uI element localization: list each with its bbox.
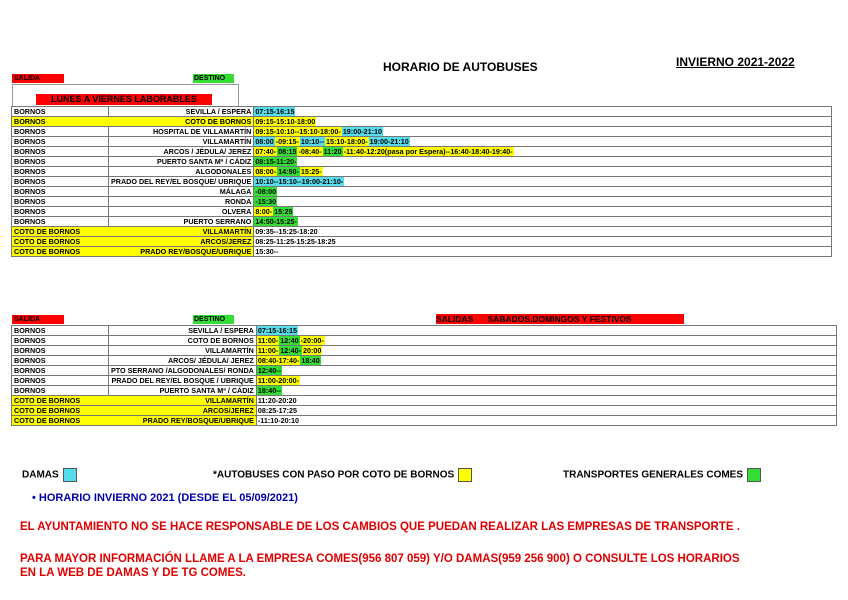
time-segment: 08:25-11:25-15:25-18:25: [255, 237, 336, 246]
time-segment: 15:25: [274, 207, 293, 216]
page-title: HORARIO DE AUTOBUSES: [383, 60, 538, 74]
times-cell: [254, 137, 832, 147]
origin-text: BORNOS: [14, 207, 46, 216]
weekday-row: [12, 127, 832, 137]
origin-text: BORNOS: [14, 336, 46, 345]
origin-cell: [12, 406, 109, 416]
destination-text: ALGODONALES: [195, 167, 252, 176]
destination-text: VILLAMARTÍN: [205, 346, 254, 355]
time-segment: 12:40: [280, 336, 299, 345]
weekday-row: [12, 247, 832, 257]
weekend-row: [12, 336, 837, 346]
times-cell: [254, 197, 832, 207]
origin-cell: [12, 247, 109, 257]
destination-cell: [109, 356, 257, 366]
weekday-row: [12, 167, 832, 177]
times-cell: [254, 237, 832, 247]
destination-text: PRADO DEL REY/EL BOSQUE/ UBRIQUE: [111, 177, 252, 186]
origin-text: COTO DE BORNOS: [14, 406, 81, 415]
time-segment: 08:15-11:20-: [255, 157, 297, 166]
weekday-row: [12, 147, 832, 157]
times-cell: [254, 187, 832, 197]
time-segment: 8:00-: [255, 207, 273, 216]
weekend-row: [12, 346, 837, 356]
legend-comes-swatch: [747, 468, 761, 482]
origin-cell: [12, 356, 109, 366]
destination-cell: [109, 127, 254, 137]
time-segment: 08:25-17:25: [257, 406, 297, 415]
origin-text: BORNOS: [14, 217, 46, 226]
times-cell: [256, 346, 836, 356]
origin-text: COTO DE BORNOS: [14, 247, 81, 256]
destination-cell: [109, 107, 254, 117]
time-segment: 07:15-16:15: [255, 107, 295, 116]
destination-cell: [109, 326, 257, 336]
time-segment: 11:00-20:00-: [257, 376, 299, 385]
origin-text: COTO DE BORNOS: [14, 396, 81, 405]
time-segment: 08:00-: [255, 167, 277, 176]
origin-cell: [12, 167, 109, 177]
origin-cell: [12, 346, 109, 356]
weekend-row: [12, 366, 837, 376]
time-segment: 08:40-17:40-: [257, 356, 300, 365]
time-segment: -20:00-: [300, 336, 324, 345]
time-segment: 18:40--: [257, 386, 281, 395]
contact-notice: [20, 552, 740, 580]
destination-cell: [109, 167, 254, 177]
origin-cell: [12, 127, 109, 137]
weekday-row: [12, 137, 832, 147]
bullet-icon: •: [32, 492, 36, 504]
destination-text: ARCOS / JÉDULA/ JEREZ: [163, 147, 252, 156]
weekday-row: [12, 217, 832, 227]
times-cell: [254, 227, 832, 237]
time-segment: 10:10--: [300, 137, 325, 146]
destination-cell: [109, 237, 254, 247]
time-segment: 15:30--: [255, 247, 279, 256]
destination-cell: [109, 227, 254, 237]
destination-cell: [109, 217, 254, 227]
origin-text: COTO DE BORNOS: [14, 237, 81, 246]
destination-cell: [109, 147, 254, 157]
origin-text: COTO DE BORNOS: [14, 416, 81, 425]
destination-text: ARCOS/ JÉDULA/ JEREZ: [167, 356, 254, 365]
destination-cell: [109, 157, 254, 167]
time-segment: 09:35--15:25-18:20: [255, 227, 318, 236]
origin-text: BORNOS: [14, 187, 46, 196]
weekday-row: [12, 107, 832, 117]
time-segment: 10:10--15:10--19:00-21:10-: [255, 177, 344, 186]
times-cell: [256, 336, 836, 346]
times-cell: [254, 157, 832, 167]
time-segment: 09:15-15:10-18:00: [255, 117, 316, 126]
disclaimer-notice: EL AYUNTAMIENTO NO SE HACE RESPONSABLE DE LOS CAMBIOS QUE PUEDAN REALIZAR LAS EMPRESAS DE TRANSPORTE .: [20, 521, 740, 533]
origin-cell: [12, 217, 109, 227]
destination-cell: [109, 386, 257, 396]
times-cell: [256, 396, 836, 406]
time-segment: 11:00-: [257, 346, 279, 355]
origin-cell: [12, 237, 109, 247]
winter-schedule-text: HORARIO INVIERNO 2021 (DESDE EL 05/09/2021): [38, 492, 298, 504]
times-cell: [256, 366, 836, 376]
destination-text: VILLAMARTÍN: [202, 137, 252, 146]
destination-text: PRADO REY/BOSQUE/UBRIQUE: [142, 416, 254, 425]
origin-text: BORNOS: [14, 177, 46, 186]
origin-cell: [12, 187, 109, 197]
time-segment: -08:00: [255, 187, 277, 196]
origin-cell: [12, 197, 109, 207]
origin-cell: [12, 137, 109, 147]
legend-comes: [563, 468, 761, 482]
times-cell: [254, 127, 832, 137]
destination-text: SEVILLA / ESPERA: [185, 107, 252, 116]
times-cell: [254, 217, 832, 227]
destination-cell: [109, 247, 254, 257]
destination-cell: [109, 406, 257, 416]
legend-damas-swatch: [63, 468, 77, 482]
origin-text: BORNOS: [14, 346, 46, 355]
origin-cell: [12, 366, 109, 376]
weekend-destino-label: DESTINO: [193, 315, 234, 324]
times-cell: [256, 416, 836, 426]
origin-text: BORNOS: [14, 157, 46, 166]
origin-cell: [12, 416, 109, 426]
times-cell: [256, 326, 836, 336]
time-segment: 15:25-: [300, 167, 322, 176]
destination-text: PUERTO SANTA Mª / CÁDIZ: [159, 386, 254, 395]
time-segment: 12:40-: [280, 346, 301, 355]
destination-text: ARCOS/JEREZ: [202, 406, 254, 415]
origin-cell: [12, 396, 109, 406]
weekday-row: [12, 157, 832, 167]
origin-text: BORNOS: [14, 107, 46, 116]
destination-cell: [109, 197, 254, 207]
origin-cell: [12, 326, 109, 336]
times-cell: [256, 376, 836, 386]
weekday-row: [12, 197, 832, 207]
weekday-row: [12, 227, 832, 237]
destination-text: COTO DE BORNOS: [187, 336, 254, 345]
origin-cell: [12, 157, 109, 167]
time-segment: 15:10-18:00-: [326, 137, 368, 146]
origin-text: BORNOS: [14, 117, 46, 126]
time-segment: 07:15-16:15: [257, 326, 297, 335]
contact-notice-line2: EN LA WEB DE DAMAS Y DE TG COMES.: [20, 567, 246, 579]
destination-text: VILLAMARTÍN: [202, 227, 252, 236]
weekday-row: [12, 237, 832, 247]
time-segment: 11:20: [323, 147, 342, 156]
destination-cell: [109, 376, 257, 386]
times-cell: [254, 177, 832, 187]
destination-text: RONDA: [224, 197, 252, 206]
destination-text: COTO DE BORNOS: [185, 117, 252, 126]
origin-text: BORNOS: [14, 167, 46, 176]
legend-damas: [22, 468, 77, 482]
weekend-row: [12, 356, 837, 366]
origin-text: COTO DE BORNOS: [14, 227, 81, 236]
time-segment: -15:30: [255, 197, 277, 206]
weekend-row: [12, 396, 837, 406]
time-segment: 09:15-10:10--15:10-18:00-: [255, 127, 341, 136]
time-segment: 08:15: [278, 147, 297, 156]
destination-text: PUERTO SERRANO: [183, 217, 252, 226]
time-segment: -08:40-: [298, 147, 322, 156]
origin-cell: [12, 376, 109, 386]
times-cell: [254, 107, 832, 117]
weekend-row: [12, 326, 837, 336]
destination-cell: [109, 396, 257, 406]
times-cell: [254, 147, 832, 157]
destination-text: OLVERA: [221, 207, 252, 216]
origin-text: BORNOS: [14, 127, 46, 136]
time-segment: -09:15-: [275, 137, 299, 146]
weekend-row: [12, 416, 837, 426]
time-segment: 08:00: [255, 137, 274, 146]
time-segment: 14:50-15:25-: [255, 217, 297, 226]
legend-coto-label: *AUTOBUSES CON PASO POR COTO DE BORNOS: [213, 469, 455, 481]
times-cell: [254, 247, 832, 257]
weekday-row: [12, 207, 832, 217]
weekend-salida-label: SALIDA: [12, 315, 64, 324]
time-segment: 18:40: [301, 356, 320, 365]
times-cell: [256, 356, 836, 366]
destination-text: MÁLAGA: [219, 187, 252, 196]
weekday-row: [12, 177, 832, 187]
destination-text: PRADO REY/BOSQUE/UBRIQUE: [140, 247, 252, 256]
weekend-row: [12, 376, 837, 386]
origin-cell: [12, 147, 109, 157]
weekend-schedule-table: [11, 325, 837, 426]
origin-text: BORNOS: [14, 356, 46, 365]
time-segment: 11:00-: [257, 336, 279, 345]
destination-cell: [109, 187, 254, 197]
weekday-section-label: LUNES A VIERNES LABORABLES: [36, 94, 212, 105]
winter-schedule-note: [32, 492, 298, 504]
times-cell: [256, 386, 836, 396]
destination-text: PUERTO SANTA Mª / CÁDIZ: [156, 157, 252, 166]
origin-text: BORNOS: [14, 376, 46, 385]
destination-cell: [109, 117, 254, 127]
origin-text: BORNOS: [14, 147, 46, 156]
weekend-row: [12, 406, 837, 416]
legend-damas-label: DAMAS: [22, 469, 59, 481]
weekday-destino-label: DESTINO: [193, 74, 234, 83]
origin-text: BORNOS: [14, 197, 46, 206]
weekend-section-label: SALIDAS SÁBADOS,DOMINGOS Y FESTIVOS: [436, 314, 684, 324]
legend-coto-swatch: [458, 468, 472, 482]
times-cell: [254, 167, 832, 177]
times-cell: [254, 207, 832, 217]
origin-text: BORNOS: [14, 366, 46, 375]
destination-cell: [109, 346, 257, 356]
origin-cell: [12, 336, 109, 346]
destination-text: ARCOS/JEREZ: [200, 237, 252, 246]
times-cell: [256, 406, 836, 416]
time-segment: 19:00-21:10: [369, 137, 409, 146]
time-segment: 07:40-: [255, 147, 277, 156]
time-segment: -11:40-12:20(pasa por Espera)--16:40-18:40-19:40-: [343, 147, 513, 156]
origin-cell: [12, 107, 109, 117]
time-segment: 19:00-21:10: [342, 127, 382, 136]
time-segment: 11:20-20:20: [257, 396, 297, 405]
destination-text: VILLAMARTÍN: [205, 396, 254, 405]
destination-cell: [109, 366, 257, 376]
time-segment: 12:40--: [257, 366, 281, 375]
time-segment: -11:10-20:10: [257, 416, 299, 425]
destination-cell: [109, 177, 254, 187]
origin-cell: [12, 117, 109, 127]
time-segment: 20:00: [303, 346, 322, 355]
weekday-row: [12, 187, 832, 197]
weekend-row: [12, 386, 837, 396]
origin-text: BORNOS: [14, 137, 46, 146]
contact-notice-line1: PARA MAYOR INFORMACIÓN LLAME A LA EMPRESA COMES(956 807 059) Y/O DAMAS(959 256 900) O CONSULTE LOS HORARIOS: [20, 553, 740, 565]
time-segment: 14:50-: [278, 167, 299, 176]
origin-cell: [12, 207, 109, 217]
destination-cell: [109, 336, 257, 346]
legend-coto: [213, 468, 472, 482]
origin-text: BORNOS: [14, 326, 46, 335]
legend-comes-label: TRANSPORTES GENERALES COMES: [563, 469, 744, 481]
destination-cell: [109, 137, 254, 147]
origin-text: BORNOS: [14, 386, 46, 395]
destination-text: PRADO DEL REY/EL BOSQUE / UBRIQUE: [111, 376, 254, 385]
destination-text: PTO SERRANO /ALGODONALES/ RONDA: [111, 366, 254, 375]
weekday-schedule-table: [11, 106, 832, 257]
origin-cell: [12, 227, 109, 237]
season-title: INVIERNO 2021-2022: [676, 55, 795, 69]
origin-cell: [12, 386, 109, 396]
destination-cell: [109, 207, 254, 217]
origin-cell: [12, 177, 109, 187]
destination-text: SEVILLA / ESPERA: [188, 326, 254, 335]
destination-text: HOSPITAL DE VILLAMARTÍN: [152, 127, 252, 136]
destination-cell: [109, 416, 257, 426]
times-cell: [254, 117, 832, 127]
weekday-salida-label: SALIDA: [12, 74, 64, 83]
weekday-row: [12, 117, 832, 127]
